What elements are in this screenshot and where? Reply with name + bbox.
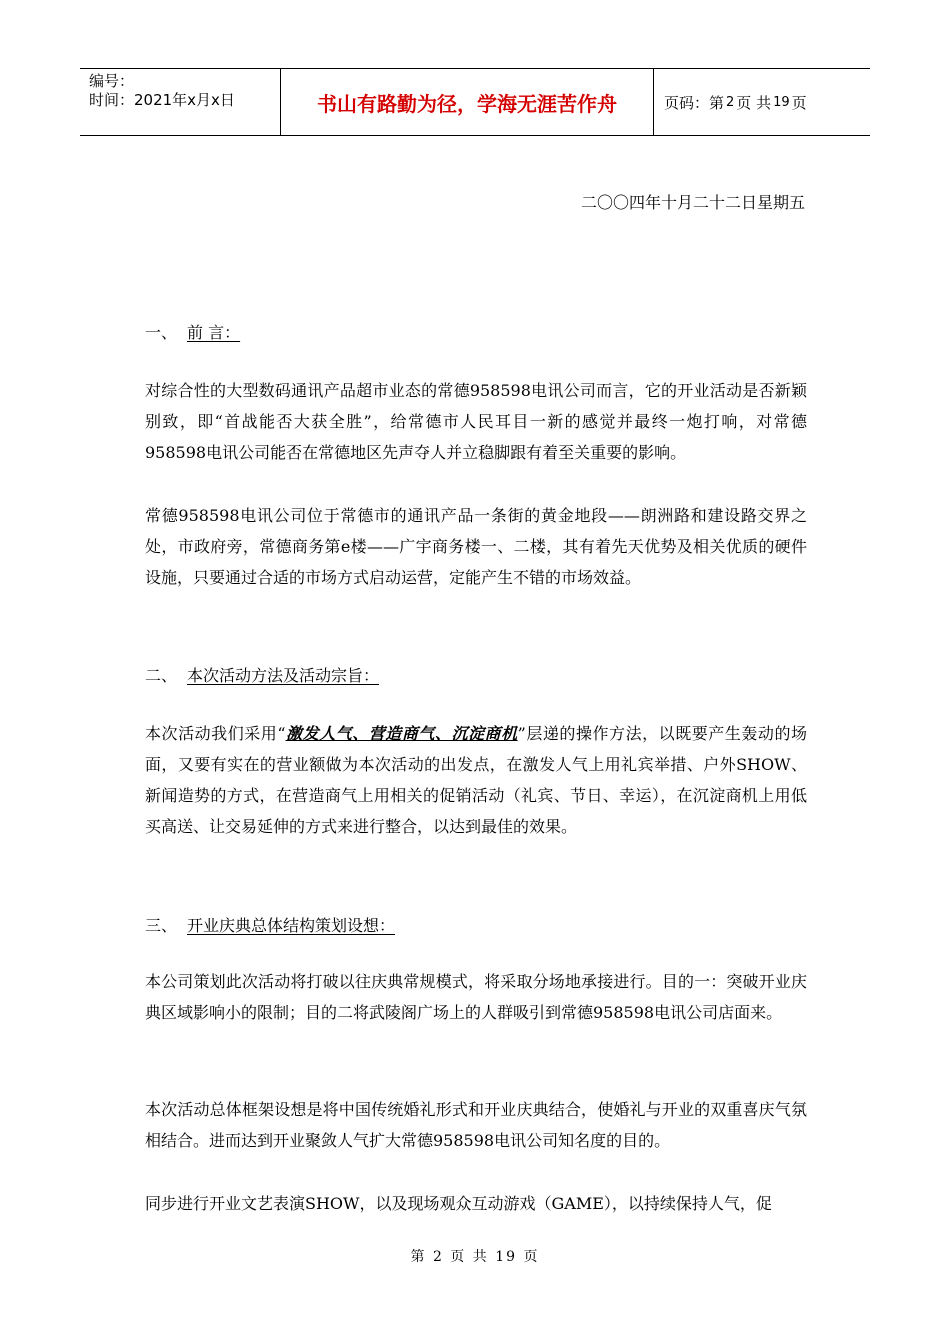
- document-date: 二〇〇四年十月二十二日星期五: [580, 193, 805, 212]
- method-highlight: 激发人气、营造商气、沉淀商机: [285, 724, 518, 743]
- paragraph-preface-1: 对综合性的大型数码通讯产品超市业态的常德958598电讯公司而言，它的开业活动是否新颖别致，即“首战能否大获全胜”，给常德市人民耳目一新的感觉并最终一炮打响，对常德958598电讯公司能否在常德地区先声夺人并立稳脚跟有着至关重要的影响。: [145, 381, 807, 462]
- header-meta: [80, 69, 280, 135]
- paragraph-structure-3: 同步进行开业文艺表演SHOW，以及现场观众互动游戏（GAME），以持续保持人气，促: [145, 1194, 772, 1213]
- page-footer: 第 2 页 共 19 页: [410, 1249, 540, 1265]
- section-heading-3: [145, 913, 395, 936]
- page-total: 19: [773, 94, 790, 110]
- paragraph-method: [145, 718, 807, 842]
- page-mid: 页 共: [736, 93, 772, 112]
- section-index: 三、: [145, 916, 178, 935]
- time-label: 时间：2021年x月x日: [89, 91, 235, 109]
- header-page-info: [654, 69, 870, 135]
- section-title: 本次活动方法及活动宗旨：: [187, 666, 380, 685]
- header-motto: 书山有路勤为径，学海无涯苦作舟: [280, 69, 654, 135]
- section-title: 开业庆典总体结构策划设想：: [187, 916, 396, 935]
- page-current: 2: [726, 94, 735, 110]
- page-prefix: 页码：第: [664, 93, 725, 112]
- section-title: 前 言：: [187, 323, 241, 342]
- page-suffix: 页: [791, 93, 807, 112]
- section-index: 一、: [145, 323, 178, 342]
- paragraph-structure-1: 本公司策划此次活动将打破以往庆典常规模式，将采取分场地承接进行。目的一：突破开业庆典区域影响小的限制；目的二将武陵阁广场上的人群吸引到常德958598电讯公司店面来。: [145, 972, 807, 1022]
- section-heading-2: [145, 663, 379, 686]
- section-heading-1: [145, 320, 240, 343]
- method-text-start: 本次活动我们采用“: [145, 724, 286, 743]
- section-index: 二、: [145, 666, 178, 685]
- method-text-end: ”层递的操作方法，以既要产生轰动的场面，又要有实在的营业额做为本次活动的出发点，在激发人气上用礼宾举措、户外SHOW、新闻造势的方式，在营造商气上用相关的促销活动（礼宾、节日、幸运），在沉淀商机上用低买高送、让交易延伸的方式来进行整合，以达到最佳的效果。: [145, 724, 807, 836]
- document-header: [80, 68, 870, 136]
- paragraph-structure-2: 本次活动总体框架设想是将中国传统婚礼形式和开业庆典结合，使婚礼与开业的双重喜庆气氛相结合。进而达到开业聚敛人气扩大常德958598电讯公司知名度的目的。: [145, 1100, 807, 1150]
- number-label: 编号：: [89, 72, 135, 90]
- paragraph-preface-2: 常德958598电讯公司位于常德市的通讯产品一条街的黄金地段——朗洲路和建设路交界之处，市政府旁，常德商务第e楼——广宇商务楼一、二楼，其有着先天优势及相关优质的硬件设施，只要通过合适的市场方式启动运营，定能产生不错的市场效益。: [145, 506, 807, 587]
